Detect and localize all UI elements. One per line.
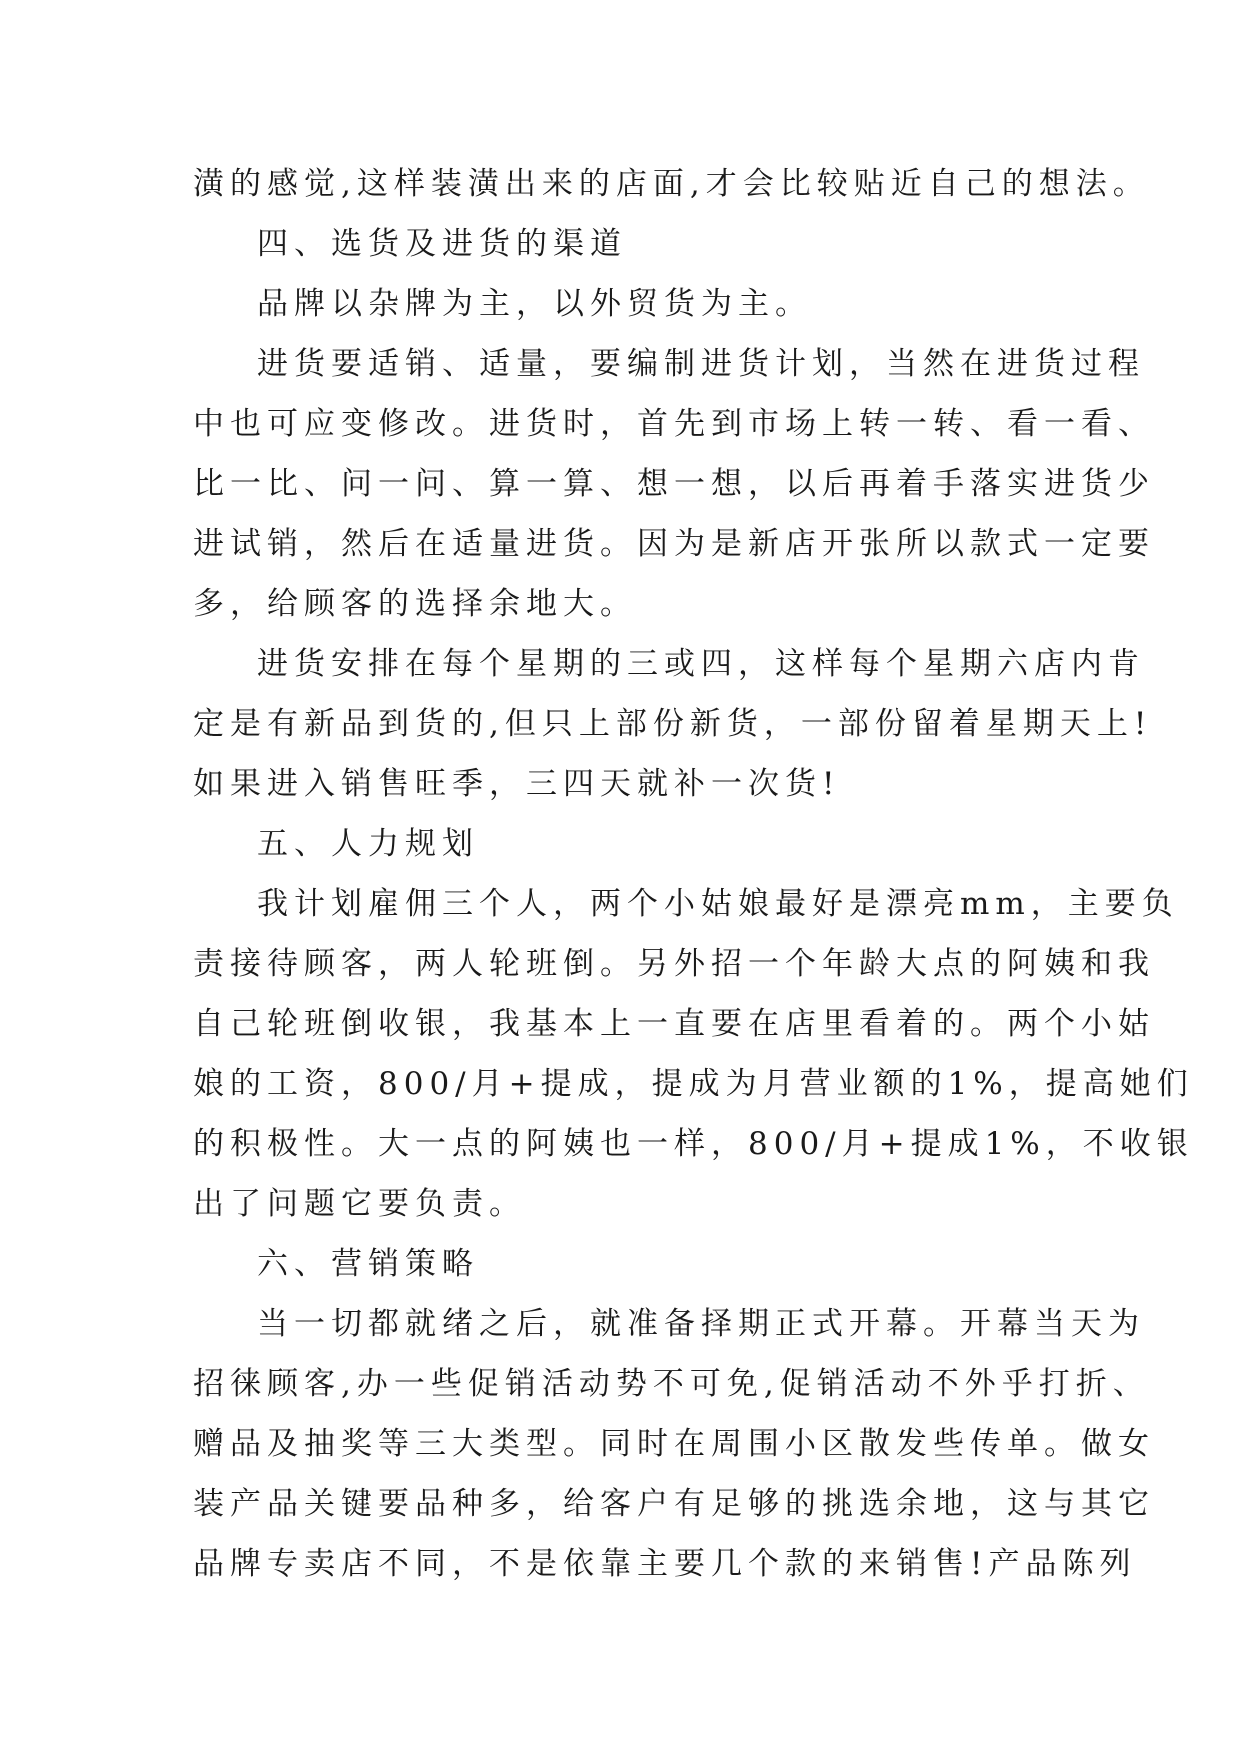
text-line: 潢的感觉,这样装潢出来的店面,才会比较贴近自己的想法。 [193, 166, 1150, 202]
text-line: 的积极性。大一点的阿姨也一样，800/月+提成1%，不收银 [193, 1126, 1194, 1162]
document-body [193, 154, 1194, 1594]
text-line: 定是有新品到货的,但只上部份新货，一部份留着星期天上! [193, 706, 1153, 742]
text-line: 招徕顾客,办一些促销活动势不可免,促销活动不外乎打折、 [193, 1366, 1150, 1402]
section-heading-marketing: 六、营销策略 [257, 1246, 479, 1282]
text-line: 我计划雇佣三个人，两个小姑娘最好是漂亮mm，主要负 [257, 886, 1179, 922]
text-line: 赠品及抽奖等三大类型。同时在周围小区散发些传单。做女 [193, 1426, 1155, 1462]
text-line: 出了问题它要负责。 [193, 1186, 526, 1222]
text-line: 品牌以杂牌为主，以外贸货为主。 [257, 286, 812, 322]
text-line: 多，给顾客的选择余地大。 [193, 586, 637, 622]
text-line: 进货要适销、适量，要编制进货计划，当然在进货过程 [257, 346, 1145, 382]
text-line: 责接待顾客，两人轮班倒。另外招一个年龄大点的阿姨和我 [193, 946, 1155, 982]
text-line: 比一比、问一问、算一算、想一想，以后再着手落实进货少 [193, 466, 1155, 502]
text-line: 装产品关键要品种多，给客户有足够的挑选余地，这与其它 [193, 1486, 1155, 1522]
section-heading-sourcing: 四、选货及进货的渠道 [257, 226, 627, 262]
text-line: 如果进入销售旺季，三四天就补一次货! [193, 766, 841, 802]
text-line: 自己轮班倒收银，我基本上一直要在店里看着的。两个小姑 [193, 1006, 1155, 1042]
text-line: 进试销，然后在适量进货。因为是新店开张所以款式一定要 [193, 526, 1155, 562]
text-line: 中也可应变修改。进货时，首先到市场上转一转、看一看、 [193, 406, 1155, 442]
text-line: 进货安排在每个星期的三或四，这样每个星期六店内肯 [257, 646, 1145, 682]
text-line: 娘的工资，800/月+提成，提成为月营业额的1%，提高她们 [193, 1066, 1194, 1102]
section-heading-staffing: 五、人力规划 [257, 826, 479, 862]
text-line: 当一切都就绪之后，就准备择期正式开幕。开幕当天为 [257, 1306, 1145, 1342]
text-line: 品牌专卖店不同，不是依靠主要几个款的来销售!产品陈列 [193, 1546, 1137, 1582]
